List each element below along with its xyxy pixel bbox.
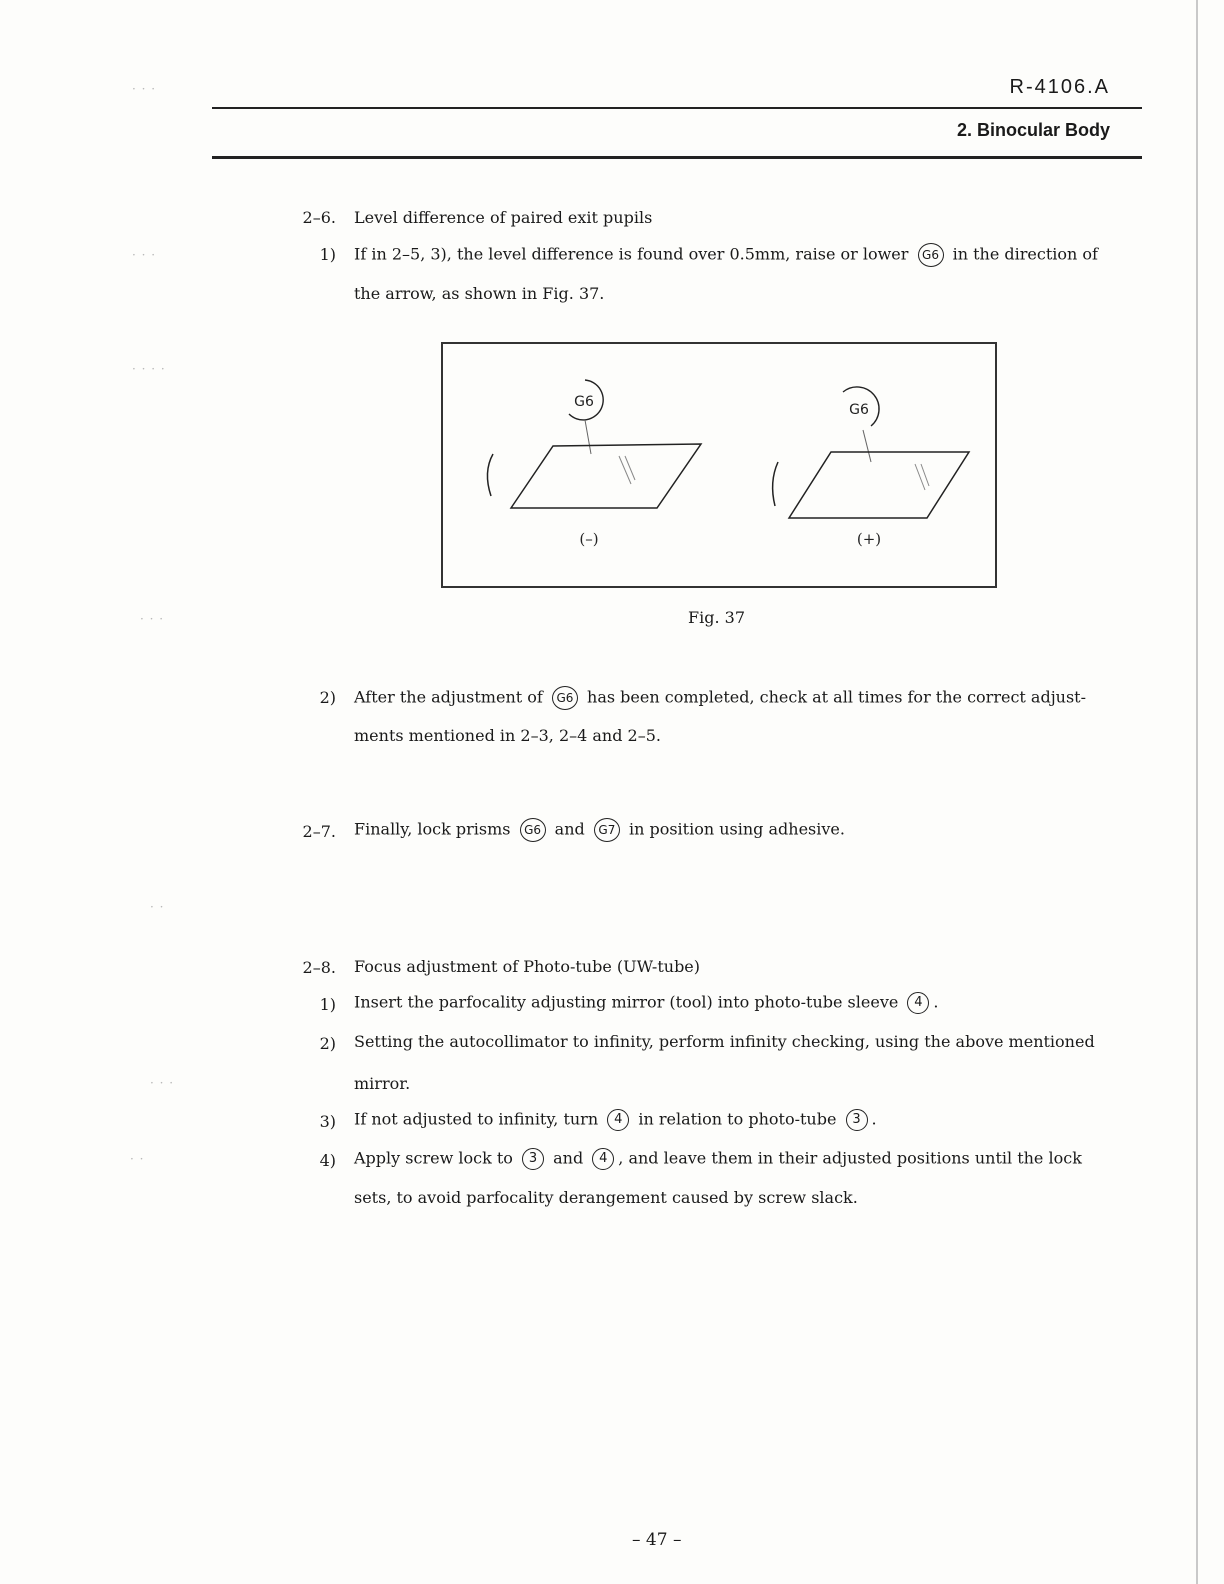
- figure-caption: Fig. 37: [688, 608, 745, 627]
- step-text: [354, 1109, 877, 1131]
- figure-diagram: [443, 344, 995, 586]
- step-text: [354, 992, 939, 1014]
- step-text-part: If in 2–5, 3), the level difference is found over 0.5mm, raise or lower: [354, 244, 909, 264]
- left-prism-plate: [511, 444, 701, 508]
- right-prism-hatch: [915, 464, 925, 490]
- bleed-through-mark: · · ·: [132, 82, 157, 96]
- figure-frame: [441, 342, 997, 588]
- bleed-through-mark: · · ·: [132, 248, 157, 262]
- left-prism-hatch: [619, 456, 631, 484]
- left-sign-label: (–): [579, 530, 599, 548]
- section-heading: [354, 818, 845, 842]
- part-reference: 4: [592, 1148, 614, 1170]
- left-callout-label: G6: [574, 394, 594, 410]
- section-number: 2–6.: [302, 208, 336, 227]
- bleed-through-mark: · ·: [130, 1152, 145, 1166]
- step-text: Setting the autocollimator to infinity, perform infinity checking, using the above mentioned: [354, 1032, 1095, 1051]
- part-reference: 4: [907, 992, 929, 1014]
- step-text-continued: the arrow, as shown in Fig. 37.: [354, 284, 605, 303]
- right-callout-label: G6: [849, 402, 869, 418]
- step-text-continued: ments mentioned in 2–3, 2–4 and 2–5.: [354, 726, 661, 745]
- section-heading: Level difference of paired exit pupils: [354, 208, 653, 227]
- step-text-part: .: [871, 1109, 877, 1129]
- step-text-part: Insert the parfocality adjusting mirror (tool) into photo-tube sleeve: [354, 992, 899, 1012]
- section-heading: Focus adjustment of Photo-tube (UW-tube): [354, 957, 701, 976]
- header-rule-thick: [212, 156, 1142, 159]
- section-number: 2–7.: [302, 822, 336, 841]
- step-text-continued: mirror.: [354, 1074, 411, 1093]
- step-number: 3): [319, 1112, 336, 1131]
- step-number: 2): [319, 688, 336, 707]
- document-number: R-4106.A: [1009, 76, 1110, 98]
- step-number: 4): [319, 1151, 336, 1170]
- right-sign-label: (+): [856, 530, 882, 548]
- step-number: 1): [319, 245, 336, 264]
- bleed-through-mark: · · · ·: [132, 362, 166, 376]
- step-text-part: and: [553, 1148, 584, 1168]
- left-prism-diagram: [487, 380, 701, 548]
- part-reference: 3: [522, 1148, 544, 1170]
- header-rule: [212, 107, 1142, 109]
- right-leader-line: [863, 430, 871, 462]
- part-reference: G6: [520, 818, 546, 842]
- bleed-through-mark: · · ·: [150, 1076, 175, 1090]
- step-text-part: in the direction of: [952, 244, 1098, 264]
- step-text: [354, 1148, 1082, 1170]
- step-text-part: After the adjustment of: [354, 687, 543, 707]
- right-arrow-arc: [773, 462, 778, 506]
- step-text-continued: sets, to avoid parfocality derangement caused by screw slack.: [354, 1188, 858, 1207]
- part-reference: 3: [846, 1109, 868, 1131]
- bleed-through-mark: · ·: [150, 900, 165, 914]
- step-text: [354, 243, 1098, 267]
- left-prism-hatch: [625, 456, 635, 480]
- step-text-part: and: [554, 819, 585, 839]
- step-text-part: in relation to photo-tube: [638, 1109, 837, 1129]
- step-text-part: Finally, lock prisms: [354, 819, 511, 839]
- step-text: [354, 686, 1086, 710]
- part-reference: G6: [552, 686, 578, 710]
- section-number: 2–8.: [302, 958, 336, 977]
- left-arrow-arc: [487, 454, 493, 496]
- step-number: 1): [319, 995, 336, 1014]
- right-prism-plate: [789, 452, 969, 518]
- page-right-edge: [1196, 0, 1198, 1584]
- left-leader-line: [585, 420, 591, 454]
- step-text-part: , and leave them in their adjusted positions until the lock: [618, 1148, 1082, 1168]
- right-prism-diagram: [773, 387, 969, 548]
- step-text-part: has been completed, check at all times for the correct adjust-: [587, 687, 1087, 707]
- part-reference: 4: [607, 1109, 629, 1131]
- step-text-part: in position using adhesive.: [628, 819, 845, 839]
- part-reference: G6: [918, 243, 944, 267]
- step-number: 2): [319, 1034, 336, 1053]
- step-text-part: .: [933, 992, 939, 1012]
- section-title: 2. Binocular Body: [956, 120, 1110, 140]
- step-text-part: If not adjusted to infinity, turn: [354, 1109, 599, 1129]
- part-reference: G7: [594, 818, 620, 842]
- bleed-through-mark: · · ·: [140, 612, 165, 626]
- page-number: – 47 –: [632, 1530, 682, 1550]
- step-text-part: Apply screw lock to: [354, 1148, 513, 1168]
